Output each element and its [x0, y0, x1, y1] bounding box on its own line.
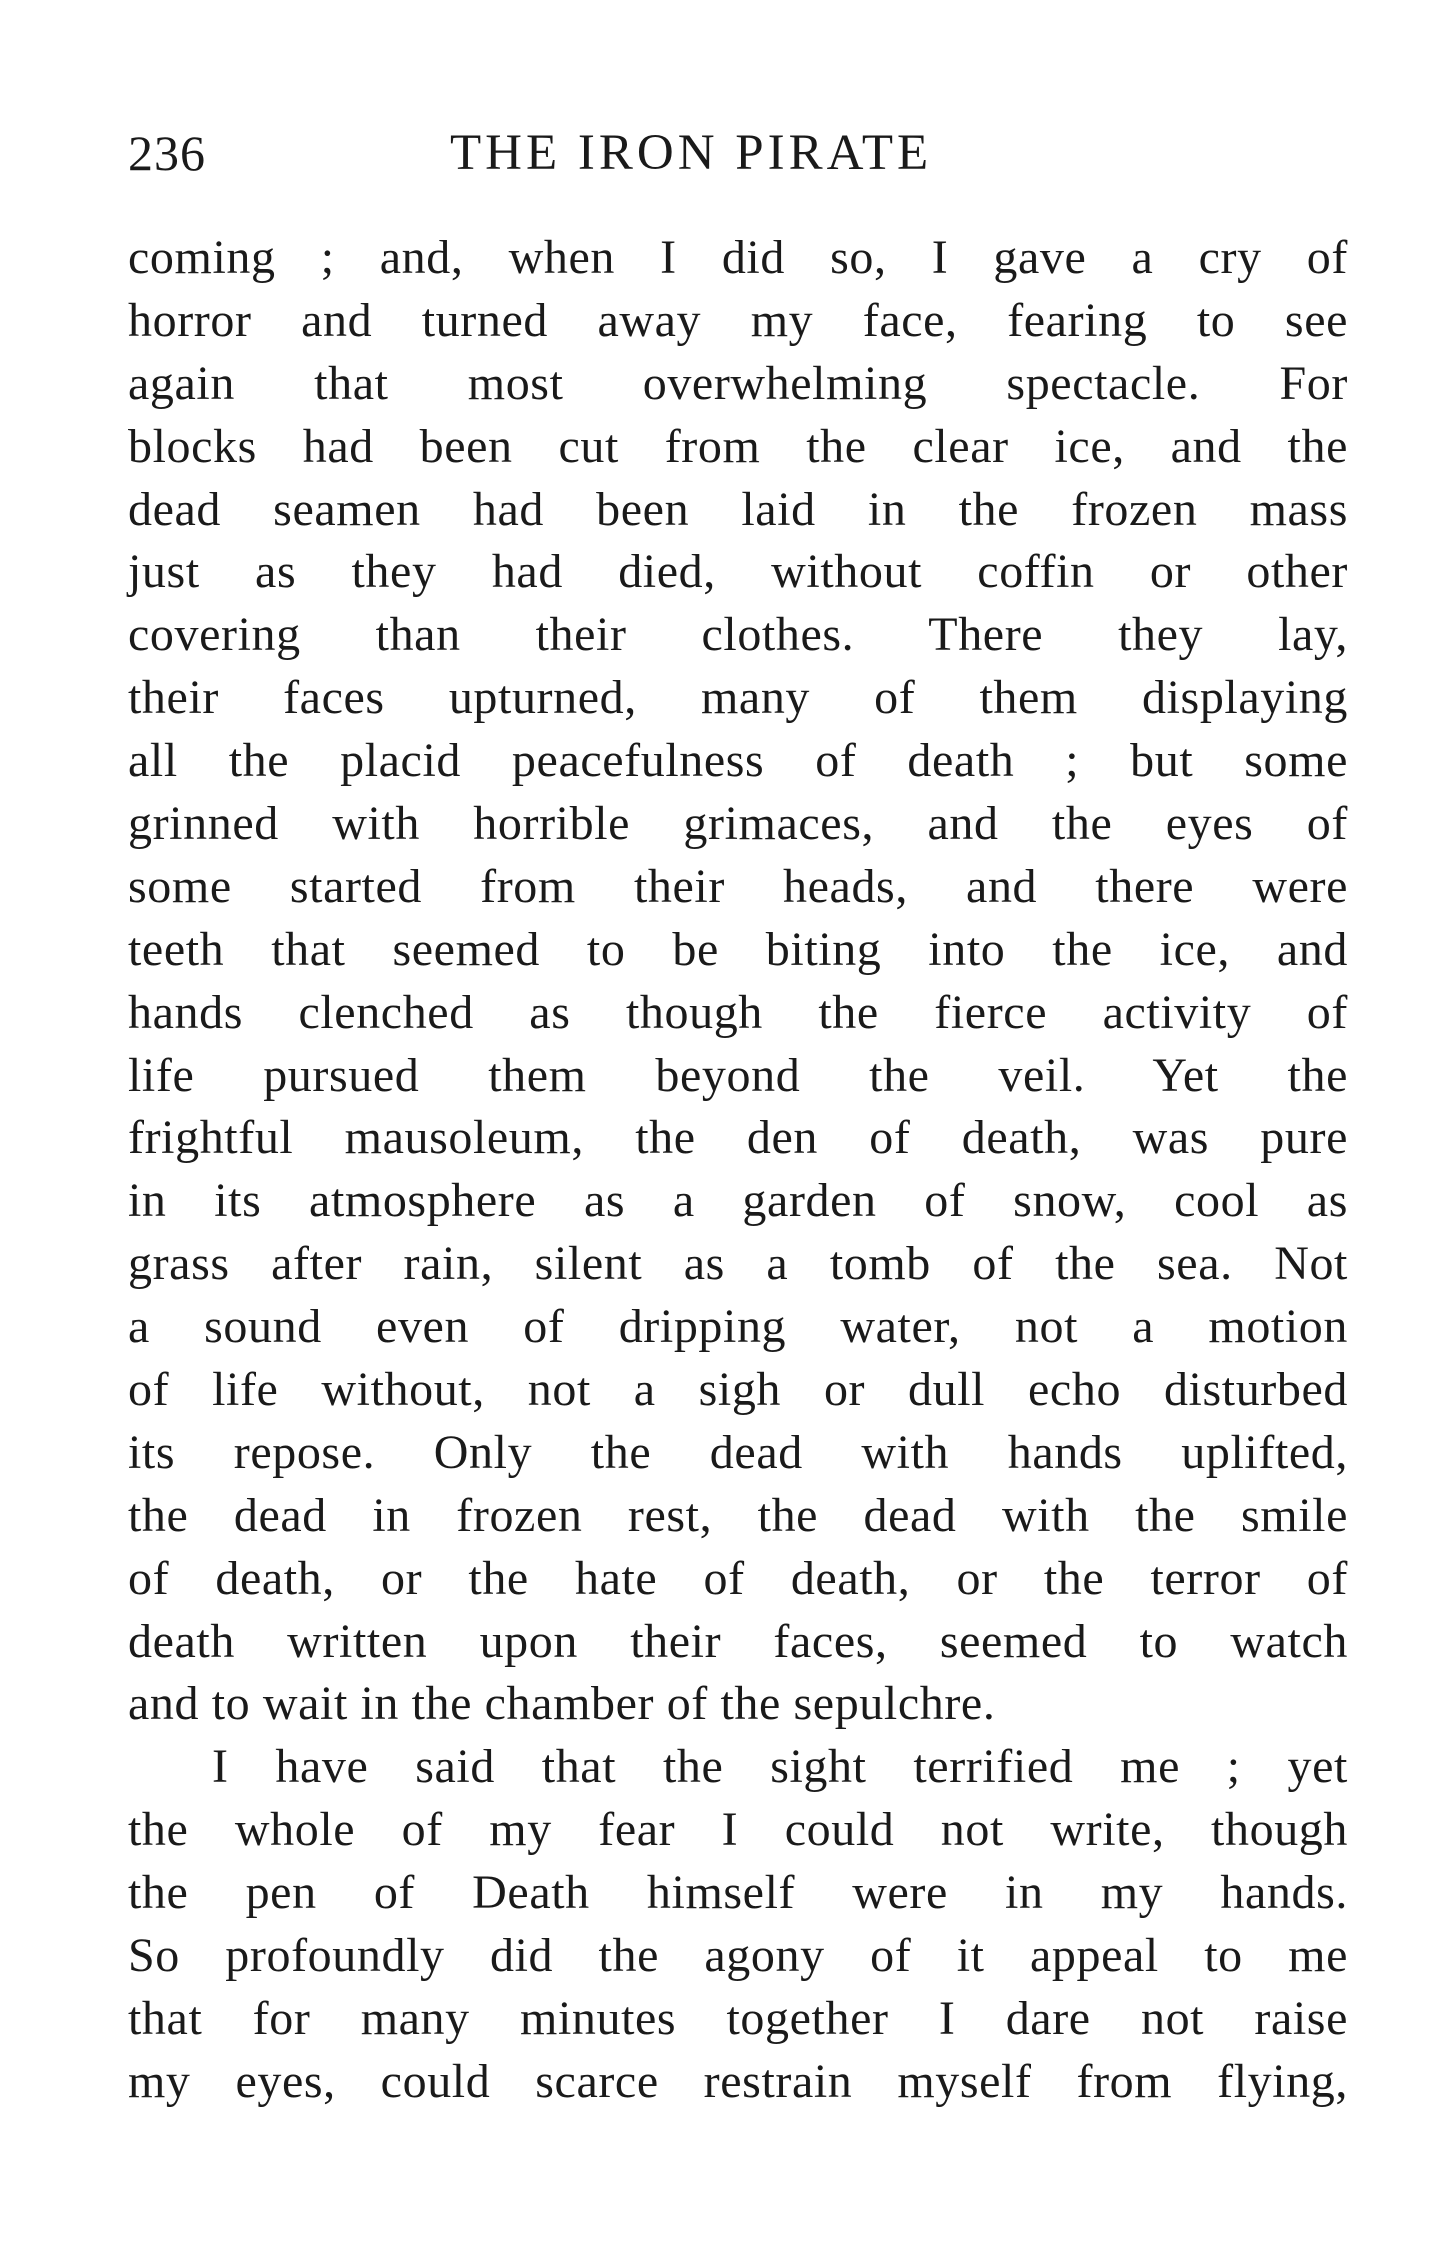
text-line: covering than their clothes. There they lay,: [128, 608, 1348, 662]
text-line: in its atmosphere as a garden of snow, cool as: [128, 1174, 1348, 1228]
text-line: So profoundly did the agony of it appeal to me: [128, 1929, 1348, 1983]
text-line: teeth that seemed to be biting into the ice, and: [128, 922, 1348, 976]
text-line: the dead in frozen rest, the dead with the smile: [128, 1488, 1348, 1542]
text-line: coming ; and, when I did so, I gave a cry of: [128, 231, 1348, 284]
text-line: a sound even of dripping water, not a motion: [128, 1300, 1348, 1354]
page-header: [128, 118, 1348, 188]
text-line: again that most overwhelming spectacle. For: [128, 356, 1348, 410]
text-line: horror and turned away my face, fearing to see: [128, 293, 1348, 347]
running-title: THE IRON PIRATE: [450, 125, 933, 181]
text-line: frightful mausoleum, the den of death, was pure: [128, 1111, 1348, 1165]
text-line: the pen of Death himself were in my hands.: [128, 1866, 1348, 1920]
paragraph-start-line: I have said that the sight terrified me ; yet: [212, 1740, 1348, 1794]
text-line: just as they had died, without coffin or other: [128, 545, 1348, 599]
text-line: of life without, not a sigh or dull echo disturbed: [128, 1363, 1348, 1417]
text-line: blocks had been cut from the clear ice, and the: [128, 419, 1348, 473]
text-line: grass after rain, silent as a tomb of the sea. Not: [128, 1237, 1348, 1291]
text-line: of death, or the hate of death, or the terror of: [128, 1551, 1348, 1605]
text-line: my eyes, could scarce restrain myself from flying,: [128, 2054, 1348, 2108]
text-line: all the placid peacefulness of death ; but some: [128, 734, 1348, 788]
text-line: hands clenched as though the fierce activity of: [128, 985, 1348, 1039]
text-line: life pursued them beyond the veil. Yet the: [128, 1048, 1348, 1102]
body-text: [128, 227, 1348, 2114]
text-line: their faces upturned, many of them displaying: [128, 671, 1348, 725]
text-line: dead seamen had been laid in the frozen mass: [128, 482, 1348, 536]
text-line: grinned with horrible grimaces, and the eyes of: [128, 797, 1348, 851]
text-line: death written upon their faces, seemed to watch: [128, 1614, 1348, 1668]
text-line: that for many minutes together I dare not raise: [128, 1991, 1348, 2045]
text-line: the whole of my fear I could not write, though: [128, 1803, 1348, 1857]
paragraph-end-line: and to wait in the chamber of the sepulchre.: [128, 1677, 996, 1731]
page-number: 236: [128, 125, 206, 181]
text-line: its repose. Only the dead with hands uplifted,: [128, 1425, 1348, 1479]
text-line: some started from their heads, and there were: [128, 859, 1348, 913]
